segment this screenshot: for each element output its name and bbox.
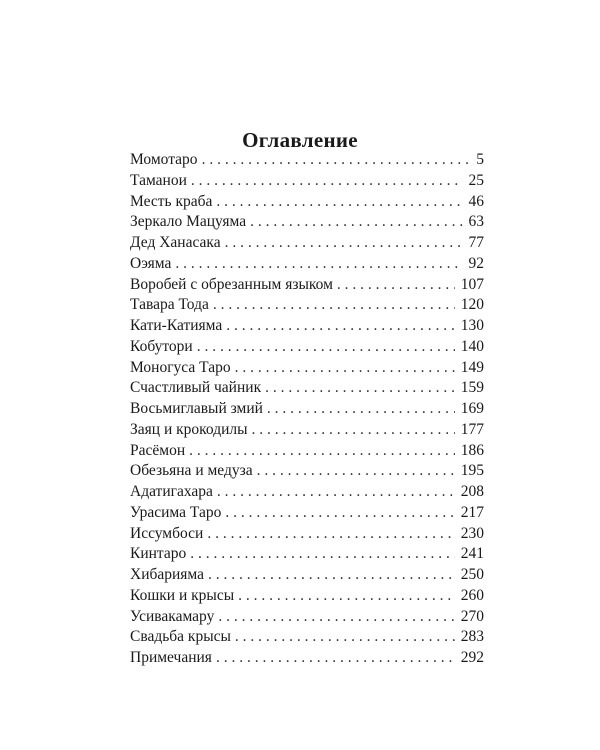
toc-entry-title: Момотаро [130,151,198,168]
dot-leader [217,482,455,502]
dot-leader [213,295,455,315]
dot-leader [252,420,455,440]
dot-leader [225,503,454,523]
toc-entry-page: 250 [460,566,484,583]
toc-entry-title: Месть краба [130,192,213,210]
toc-entry-page: 292 [460,649,484,666]
toc-entry [130,441,484,462]
toc-entry [130,461,484,482]
toc-entry [130,150,484,171]
toc-entry-title: Моногуса Таро [130,358,231,376]
toc-entry-page: 25 [468,171,484,189]
toc-entry-title: Адатигахара [130,483,213,500]
toc-entry [130,254,484,275]
toc-entry-title: Обезьяна и медуза [130,462,253,480]
toc-entry [130,607,484,628]
toc-entry [130,648,484,669]
toc-entry-page: 149 [460,358,484,376]
toc-entry-title: Расёмон [130,441,186,459]
toc-entry-page: 169 [460,400,484,417]
toc-entry [130,378,484,399]
toc-entry [130,171,484,192]
toc-entry [130,586,484,607]
toc-entry-title: Свадьба крысы [130,628,231,646]
toc-entry-title: Кинтаро [130,545,187,563]
toc-entry-page: 77 [468,234,484,251]
toc-entry [130,565,484,586]
toc-entry-page: 5 [476,151,484,168]
toc-entry-title: Хибарияма [130,566,205,583]
toc-entry [130,420,484,441]
dot-leader [226,316,455,336]
toc-entry-title: Зеркало Мацуяма [130,213,247,231]
toc-entry-title: Заяц и крокодилы [130,420,248,438]
toc-entry-title: Кобутори [130,337,193,355]
toc-entry [130,544,484,565]
toc-entry-title: Дед Ханасака [130,234,221,251]
toc-entry-page: 241 [460,545,484,563]
toc-entry-page: 195 [460,462,484,480]
toc-entry [130,212,484,233]
toc-entry-title: Восьмиглавый змий [130,400,263,417]
toc-entry-page: 283 [460,628,484,646]
dot-leader [208,565,455,585]
toc-entry-page: 177 [460,420,484,438]
toc-entry [130,399,484,420]
dot-leader [175,254,462,274]
toc-entry-page: 230 [460,524,484,542]
dot-leader [216,192,462,212]
toc-entry-page: 159 [460,379,484,397]
toc-entry [130,503,484,524]
toc-entry [130,337,484,358]
toc-entry-page: 46 [468,192,484,210]
toc-entry-page: 186 [460,441,484,459]
toc-entry-title: Усивакамару [130,607,215,625]
toc-entry-title: Урасима Таро [130,503,222,521]
toc-entry-page: 120 [460,296,484,314]
dot-leader [202,150,471,170]
page-title: Оглавление [242,128,358,153]
toc-entry-page: 130 [460,317,484,334]
dot-leader [189,441,455,461]
dot-leader [337,275,455,295]
toc-entry-page: 92 [468,254,484,272]
toc-entry-page: 217 [460,503,484,521]
toc-entry [130,295,484,316]
toc-entry-title: Иссумбоси [130,524,204,542]
toc-entry-title: Примечания [130,649,212,666]
dot-leader [197,337,455,357]
toc-entry [130,627,484,648]
toc-entry-title: Оэяма [130,254,172,272]
toc-entry-title: Тавара Тода [130,296,209,314]
dot-leader [265,378,455,398]
toc-entry [130,233,484,254]
toc-entry [130,316,484,337]
dot-leader [267,399,455,419]
table-of-contents [130,150,484,669]
dot-leader [235,358,455,378]
toc-entry-title: Таманои [130,171,187,189]
toc-entry-page: 107 [460,275,484,293]
toc-entry-page: 140 [460,337,484,355]
dot-leader [191,171,463,191]
toc-entry [130,482,484,503]
toc-entry-page: 63 [468,213,484,231]
toc-entry-page: 270 [460,607,484,625]
dot-leader [235,627,455,647]
toc-entry-title: Воробей с обрезанным языком [130,275,333,293]
dot-leader [257,461,455,481]
toc-entry-page: 260 [460,586,484,604]
toc-entry-title: Кошки и крысы [130,586,235,604]
toc-entry [130,524,484,545]
dot-leader [250,212,462,232]
toc-entry [130,192,484,213]
toc-entry-page: 208 [460,483,484,500]
toc-entry [130,275,484,296]
toc-entry-title: Счастливый чайник [130,379,262,397]
dot-leader [225,233,463,253]
dot-leader [207,524,454,544]
dot-leader [190,544,454,564]
toc-entry [130,358,484,379]
dot-leader [216,648,455,668]
toc-entry-title: Кати-Катияма [130,317,223,334]
dot-leader [238,586,455,606]
dot-leader [218,607,454,627]
